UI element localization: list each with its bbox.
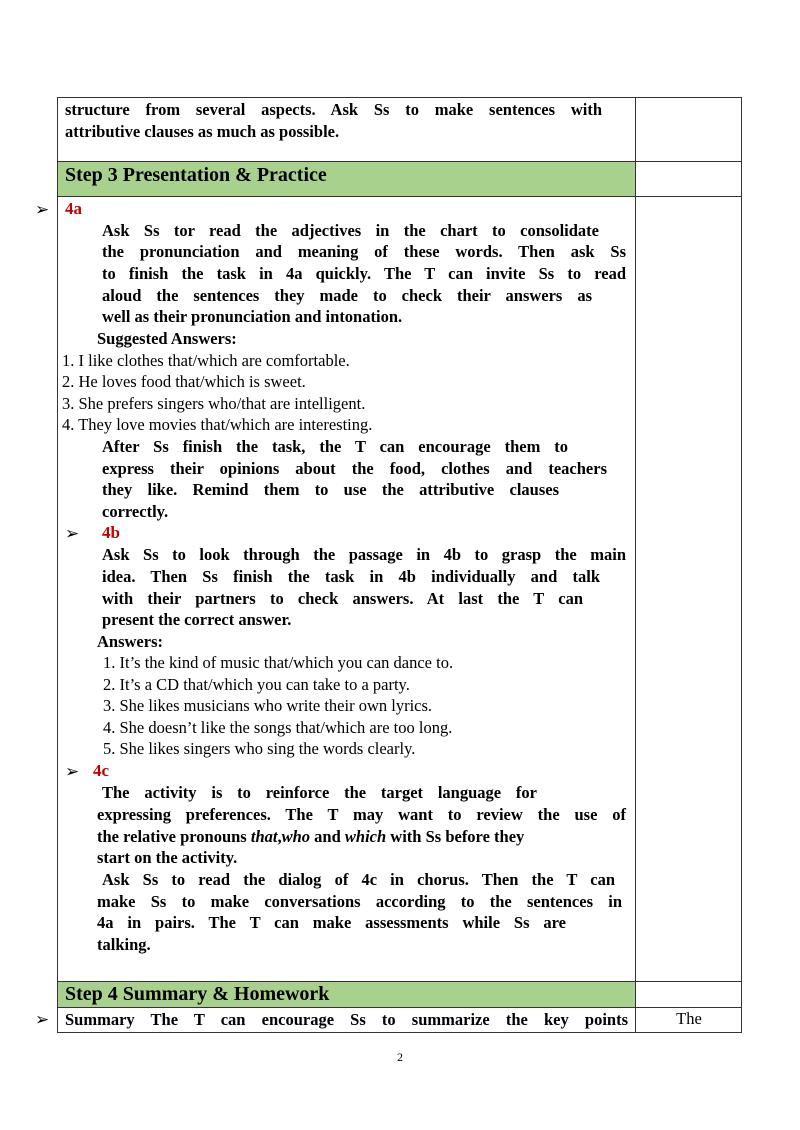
4c-para-line: The activity is to reinforce the target language for <box>102 783 537 802</box>
section-4b-label: 4b <box>102 523 120 542</box>
step4-header-row <box>57 981 742 1007</box>
4c-para-line: expressing preferences. The T may want to review the use of <box>97 805 626 824</box>
4b-answer-item: 3. She likes musicians who write their own lyrics. <box>103 696 433 715</box>
4a-para-line: aloud the sentences they made to check their answers as <box>102 286 592 305</box>
4a-para2-line: express their opinions about the food, clothes and teachers <box>102 459 607 478</box>
step3-title: Step 3 Presentation & Practice <box>65 164 327 186</box>
bullet-arrow-icon: ➢ <box>35 1010 50 1029</box>
4a-para-line: Ask Ss tor read the adjectives in the chart to consolidate <box>102 221 599 240</box>
section-4a-label: 4a <box>65 199 82 218</box>
4c-text-b: with Ss before they <box>386 827 525 846</box>
4b-answer-item: 1. It’s the kind of music that/which you can dance to. <box>103 653 454 672</box>
4a-para-line: the pronunciation and meaning of these words. Then ask Ss <box>102 242 626 261</box>
4a-answer-item: 4. They love movies that/which are interesting. <box>62 415 373 434</box>
bullet-arrow-icon: ➢ <box>35 200 50 219</box>
4a-answer-item: 2. He loves food that/which is sweet. <box>62 372 306 391</box>
summary-right-text: The <box>676 1009 702 1028</box>
summary-text: Summary The T can encourage Ss to summarize the key points <box>65 1010 628 1029</box>
4b-answer-item: 5. She likes singers who sing the words clearly. <box>103 739 416 758</box>
bullet-arrow-icon: ➢ <box>65 524 80 543</box>
4a-para-line: well as their pronunciation and intonation. <box>102 307 403 326</box>
intro-line-1: structure from several aspects. Ask Ss to make sentences with <box>65 100 602 119</box>
4c-text-a: the relative pronouns <box>97 827 251 846</box>
4a-para2-line: correctly. <box>102 502 169 521</box>
4c-text <box>97 827 524 847</box>
4a-para-line: to finish the task in 4a quickly. The T can invite Ss to read <box>102 264 626 283</box>
pronoun-that: that <box>250 827 278 846</box>
and-text: and <box>310 827 345 846</box>
4b-para-line: idea. Then Ss finish the task in 4b individually and talk <box>102 567 600 586</box>
4c-para2-line: talking. <box>97 935 151 954</box>
4b-answer-item: 2. It’s a CD that/which you can take to a party. <box>103 675 410 694</box>
pronoun-who: who <box>281 827 311 846</box>
4b-para-line: with their partners to check answers. At last the T can <box>102 589 583 608</box>
pronoun-which: which <box>344 827 387 846</box>
4c-para-line-relative-pronouns <box>97 827 626 847</box>
4c-para-line: start on the activity. <box>97 848 238 867</box>
section-4c-label: 4c <box>93 761 110 780</box>
step3-header-row <box>57 161 742 196</box>
intro-line-2: attributive clauses as much as possible. <box>65 122 340 141</box>
step4-title: Step 4 Summary & Homework <box>65 983 330 1005</box>
4c-para2-line: 4a in pairs. The T can make assessments while Ss are <box>97 913 566 932</box>
4a-answer-item: 1. I like clothes that/which are comfortable. <box>62 351 350 370</box>
4c-para2-line: Ask Ss to read the dialog of 4c in chorus. Then the T can <box>102 870 615 889</box>
intro-row <box>57 97 742 161</box>
4b-para-line: present the correct answer. <box>102 610 292 629</box>
4a-answers-label: Suggested Answers: <box>97 329 237 348</box>
page-number: 2 <box>397 1050 403 1064</box>
comma: , <box>277 827 282 846</box>
summary-row <box>57 1007 742 1033</box>
bullet-arrow-icon: ➢ <box>65 762 80 781</box>
4a-answer-item: 3. She prefers singers who/that are intelligent. <box>62 394 366 413</box>
4a-para2-line: they like. Remind them to use the attributive clauses <box>102 480 559 499</box>
4c-para2-line: make Ss to make conversations according to the sentences in <box>97 892 622 911</box>
4a-para2-line: After Ss finish the task, the T can encourage them to <box>102 437 568 456</box>
4b-answer-item: 4. She doesn’t like the songs that/which are too long. <box>103 718 453 737</box>
4b-answers-label: Answers: <box>97 632 163 651</box>
4b-para-line: Ask Ss to look through the passage in 4b to grasp the main <box>102 545 626 564</box>
